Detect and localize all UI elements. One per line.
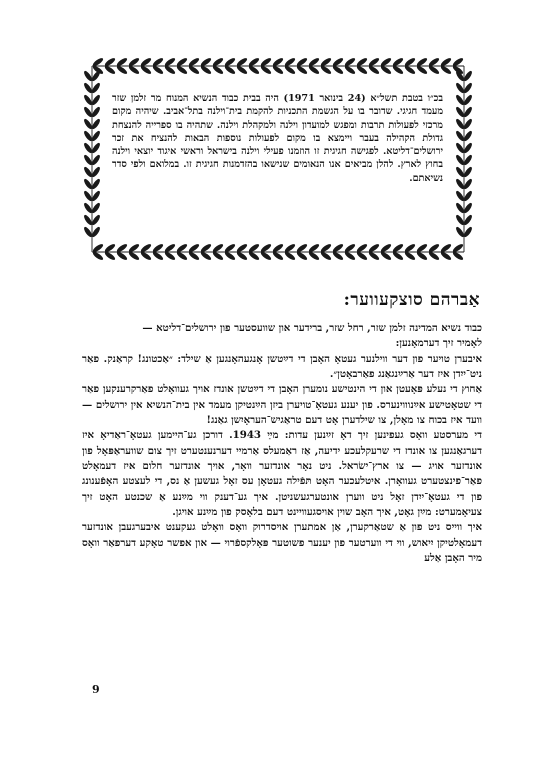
intro-paragraph: בכ״ו בטבת תשל״א (24 בינואר 1971) היה בבית כבוד הנשיא המנוח מר זלמן שזר מעמד חגיגי. שדובר בו על הגשמת התכניות להקמת בית־וילנה בתל־אביב. שיהיה מקום מרכזי לפעולות תרבות ומפגש למועדון וילנה ולמקהלת וילנה. שתהיה בו ספרייה להנצחת גדולת הקהילה בעבר ויימצא בו מקום לפעולות נוספות הבאות להנציח את זכר ירושלים־דליטא. לפגישה חגיגית זו הוזמנו פעילי וילנה בישראל וראשי איגוד יוצאי וילנה בחוץ לארץ. להלן מביאים אנו הנאומים שנישאו בהזדמנות חגיגית זו. במלואם ולפי סדר נשיאתם.: [112, 93, 443, 184]
paragraph-5: די מערסטע וואָס געפינען זיך דאָ זײַנען עדות: מײַ 1943. דורכן גע־היימען געטאָ־ראַדיאָ איז דערגאַנגען צו אונדז די שרעקלעכע ידיעה, אַז ראַמעלס אַרמיי דערנענטערט זיך צום שוועראַפּאָל פון אונדזער אויג — צו ארץ־ישׂראל. ניט נאָר אונדזער וואָר, אויך אונדזער חלום איז דעמאָלט פאַר־פינצטערט געוואָרן. איטלעכער האָט תּפֿילה געטאָן עס זאָל געשען אַ נס, די לעצטע האָפֿענונג פון די געטאָ־ייִדן זאָל ניט ווערן אונטערגעשניטן. איך גע־דענק ווי מײַנע אַ שכנטע האָט זיך צעיאָמערט: מײַן גאָט, איך האָב שוין אויסגעוויינט דעם בלאָסק פון מײַנע אויגן.: [82, 429, 482, 519]
page-number: 9: [92, 683, 100, 696]
paragraph-3: איבערן טויער פון דער ווילנער געטאָ האָבן די דײַטשן אָנגעהאָנגען אַ שילד: ״אַכטונג! קראַנק. פאַר ניט־ייִדן איז דער אַרײַנגאַנג פאַרבאָטן״.: [82, 352, 482, 381]
speaker-heading: אַברהם סוצקעווער:: [343, 290, 480, 310]
speech-text: [82, 321, 482, 567]
paragraph-6: איך ווייס ניט פון אַ שטאַרקערן, אַן אמתערן אויסדרוק וואָס וואָלט געקענט איבערגעבן אונדזער דעמאָלטיקן יִיאוש, ווי די ווערטער פון יענער פשוטער פּאָלקספֿרוי — און אפשר טאָקע דערפאַר וואָס מיר האָבן אַלע: [82, 521, 482, 565]
decorative-laurel-frame: [78, 52, 478, 266]
paragraph-2: לאָמיר זיך דערמאָנען:: [395, 337, 482, 350]
paragraph-1: כבוד נשיא המדינה זלמן שזר, רחל שזר, ברידער און שוועסטער פון ירושלים־דליטא —: [142, 322, 482, 334]
intro-box: [112, 92, 443, 185]
paragraph-4: אַחוץ די נעלע פּאָעטן און די הינטישע נומערן האָבן די דײַטשן אונדז אויך געוואָלט פאַרקרענקען פאַר די שטאָטישע אײַנוווינערס. פון יענע געטאָ־טויערן ביזן הײַנטיקן מעמד אין בית־הנשיא אין ירושלים — וועד איז בכוח צו מאָלן, צו שילדערן אָט דעם טראַגיש־העראָיִשן גאַנג!: [82, 383, 482, 427]
